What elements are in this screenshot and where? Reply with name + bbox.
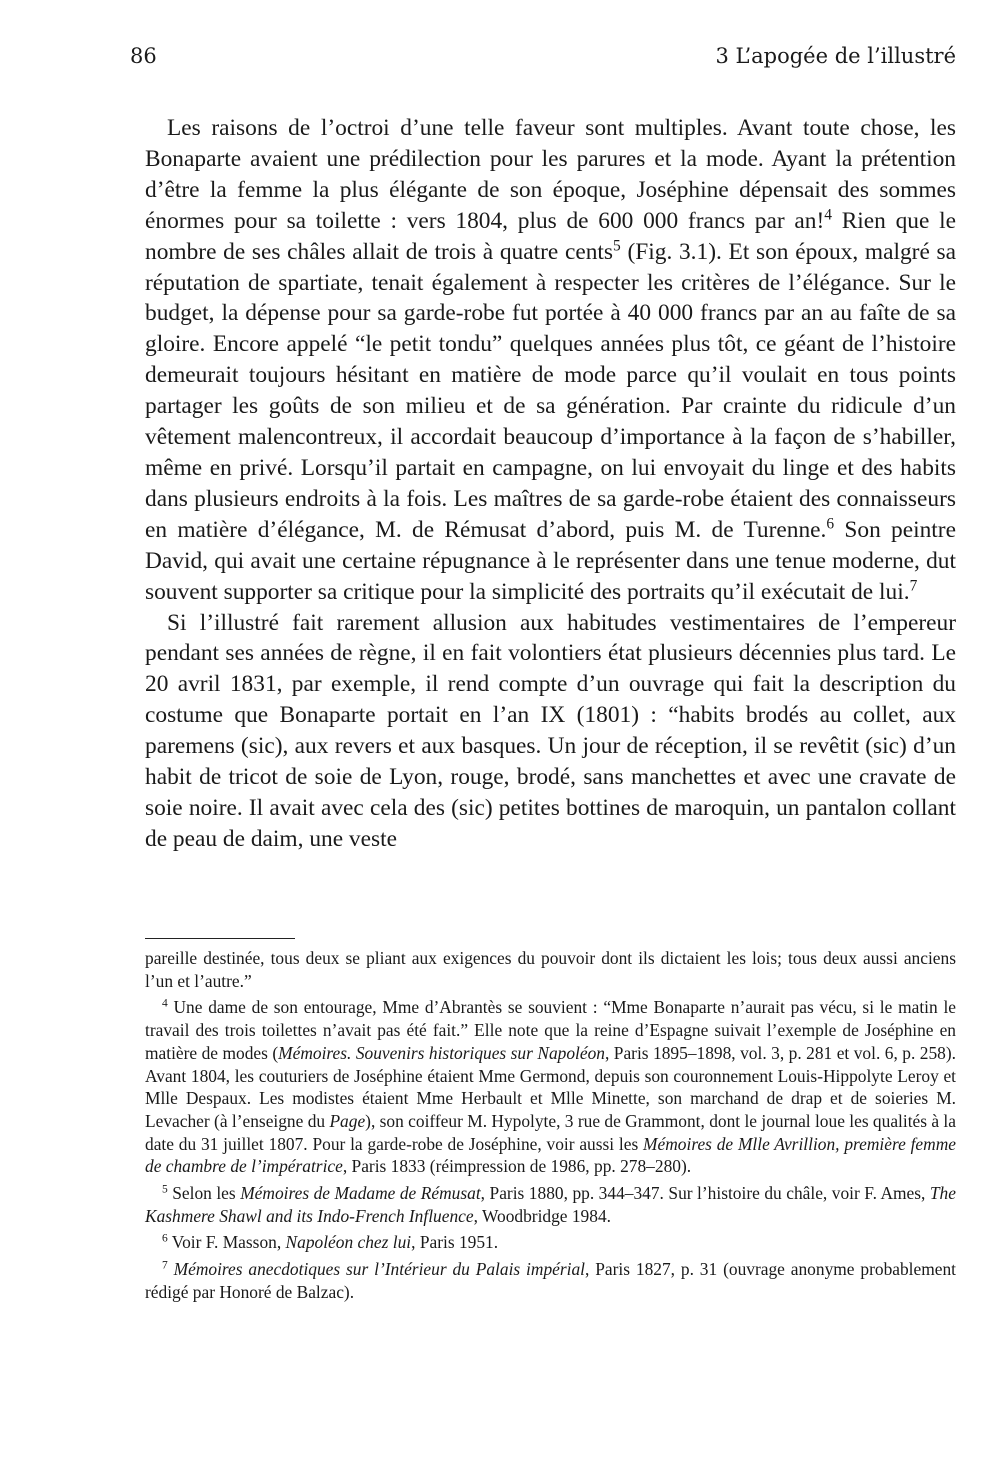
footnote-4: $^4$ Une dame de son entourage, Mme d’Abrantès se souvient : “Mme Bonaparte n’aurait pas vécu, si le matin le travail des trois toilettes n’avait pas été fait.” Elle note que la reine d’Espagne suivait l’exemple de Joséphine en matière de modes (Mémoires. Souvenirs historiques sur Napoléon, Paris 1895–1898, vol. 3, p. 281 et vol. 6, p. 258). Avant 1804, les couturiers de Joséphine étaient Mme Germond, depuis son couronnement Louis-Hippolyte Leroy et Mlle Despaux. Les modistes étaient Mme Herbault et Mlle Minette, son marchand de drap et de soieries M. Levacher (à l’enseigne du Page), son coiffeur M. Hypolyte, 3 rue de Grammont, dont le journal loue les qualités à la date du 31 juillet 1807. Pour la garde-robe de Joséphine, voir aussi les Mémoires de Mlle Avrillion, première femme de chambre de l’impératrice, Paris 1833 (réimpression de 1986, pp. 278–280).: [145, 997, 956, 1177]
body-text: [145, 113, 956, 855]
footnote-ref-6[interactable]: 6: [826, 515, 835, 533]
footnote-continuation: pareille destinée, tous deux se pliant aux exigences du pouvoir dont ils dictaient les lois; tous deux aussi anciens l’un et l’autre.”: [145, 948, 956, 991]
footnote-ref-7[interactable]: 7: [909, 577, 918, 595]
footnote-rule: [145, 938, 295, 939]
footnote-number: 5: [162, 1183, 168, 1196]
running-head: 3 L’apogée de l’illustré: [715, 44, 956, 68]
page-number: 86: [130, 44, 157, 68]
paragraph-1: Les raisons de l’octroi d’une telle faveur sont multiples. Avant toute chose, les Bonaparte avaient une prédilection pour les parures et la mode. Ayant la prétention d’être la femme la plus élégante de son époque, Joséphine dépensait des sommes énormes pour sa toilette : vers 1804, plus de 600 000 francs par an!$^4$ Rien que le nombre de ses châles allait de trois à quatre cents$^5$ (Fig. 3.1). Et son époux, malgré sa réputation de spartiate, tenait également à respecter les critères de l’élégance. Sur le budget, la dépense pour sa garde-robe fut portée à 40 000 francs par an au faîte de sa gloire. Encore appelé “le petit tondu” quelques années plus tôt, ce géant de l’histoire demeurait toujours hésitant en matière de mode parce qu’il voulait en tous points partager les goûts de son milieu et de sa génération. Par crainte du ridicule d’un vêtement malencontreux, il accordait beaucoup d’importance à la façon de s’habiller, même en privé. Lorsqu’il partait en campagne, on lui envoyait du linge et des habits dans plusieurs endroits à la fois. Les maîtres de sa garde-robe étaient des connaisseurs en matière d’élégance, M. de Rémusat d’abord, puis M. de Turenne.$^6$ Son peintre David, qui avait une certaine répugnance à le représenter dans une tenue moderne, dut souvent supporter sa critique pour la simplicité des portraits qu’il exécutait de lui.$^7$: [145, 115, 956, 605]
paragraph-2: Si l’illustré fait rarement allusion aux habitudes vestimentaires de l’empereur pendant ses années de règne, il en fait volontiers état plusieurs décennies plus tard. Le 20 avril 1831, par exemple, il rend compte d’un ouvrage qui fait la description du costume que Bonaparte portait en l’an IX (1801) : “habits brodés au collet, aux paremens (sic), aux revers et aux basques. Un jour de réception, il se revêtit (sic) d’un habit de tricot de soie de Lyon, rouge, brodé, sans manchettes et avec une cravate de soie noire. Il avait avec cela des (sic) petites bottines de maroquin, un pantalon collant de peau de daim, une veste: [145, 609, 956, 852]
footnote-number: 7: [162, 1259, 168, 1272]
footnote-ref-5[interactable]: 5: [613, 237, 621, 255]
footnote-number: 6: [162, 1233, 168, 1246]
footnotes: [145, 947, 956, 1304]
footnote-5: $^5$ Selon les Mémoires de Madame de Rémusat, Paris 1880, pp. 344–347. Sur l’histoire du châle, voir F. Ames, The Kashmere Shawl and its Indo-French Influence, Woodbridge 1984.: [145, 1183, 956, 1226]
page-header: [130, 44, 956, 78]
footnote-number: 4: [162, 998, 168, 1011]
footnote-6: $^6$ Voir F. Masson, Napoléon chez lui, Paris 1951.: [162, 1232, 499, 1253]
footnote-7: $^7$ Mémoires anecdotiques sur l’Intérieur du Palais impérial, Paris 1827, p. 31 (ouvrage anonyme probablement rédigé par Honoré de Balzac).: [145, 1259, 956, 1302]
footnote-ref-4[interactable]: 4: [824, 206, 832, 224]
